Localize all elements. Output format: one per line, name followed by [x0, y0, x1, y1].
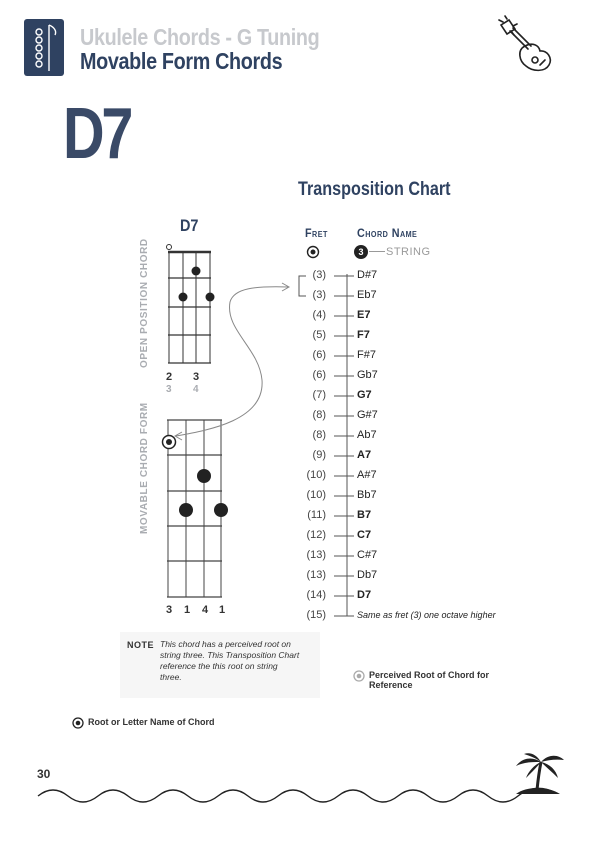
chord-name-value: D#7 [357, 269, 378, 281]
chord-name-header: Chord Name [357, 226, 418, 240]
open-finger-2: 3 [193, 371, 200, 383]
note-label: NOTE [127, 640, 155, 650]
movable-finger-4: 1 [219, 604, 226, 616]
movable-finger-3: 4 [202, 604, 209, 616]
open-string-1: 3 [166, 384, 172, 395]
fret-value: (9) [312, 449, 326, 461]
fret-header: Fret [305, 226, 328, 240]
chord-name-value: F#7 [357, 349, 376, 361]
open-finger-1: 2 [166, 371, 173, 383]
fret-value: (7) [312, 389, 326, 401]
chord-name-value: C7 [357, 529, 372, 541]
movable-finger-1: 3 [166, 604, 173, 616]
root-letter-icon [72, 716, 84, 734]
chord-name-value: B7 [357, 509, 372, 521]
fret-value: (6) [312, 349, 326, 361]
chord-name-value: Same as fret (3) one octave higher [357, 610, 496, 620]
chord-name-value: C#7 [357, 549, 378, 561]
note-text: This chord has a perceived root on string three. This Transposition Chart reference the this root on string three. [160, 639, 300, 682]
chord-name-value: Gb7 [357, 369, 378, 381]
open-position-label: OPEN POSITION CHORD [139, 238, 150, 368]
chord-name-value: A#7 [357, 469, 377, 481]
fret-value: (8) [312, 429, 326, 441]
chord-name-value: D7 [357, 589, 372, 601]
fret-value: (14) [306, 589, 326, 601]
chord-name-value: E7 [357, 309, 371, 321]
fret-value: (3) [312, 269, 326, 281]
movable-form-label: MOVABLE CHORD FORM [139, 402, 150, 534]
chord-name-value: Eb7 [357, 289, 377, 301]
fret-value: (15) [306, 609, 326, 621]
fret-value: (13) [306, 569, 326, 581]
fret-value: (4) [312, 309, 326, 321]
open-string-2: 4 [193, 384, 199, 395]
fret-value: (8) [312, 409, 326, 421]
root-letter-legend: Root or Letter Name of Chord [88, 717, 215, 727]
chord-name-value: F7 [357, 329, 370, 341]
wave-decoration [0, 755, 595, 820]
page-number: 30 [37, 767, 51, 781]
string-number-badge: 3 [354, 245, 368, 259]
chord-title: D7 [63, 94, 131, 174]
movable-finger-2: 1 [184, 604, 191, 616]
chord-name-value: A7 [357, 449, 372, 461]
diagram-chord-name: D7 [180, 216, 199, 235]
perceived-root-legend: Perceived Root of Chord for Reference [369, 670, 490, 690]
chord-name-value: Db7 [357, 569, 378, 581]
fret-value: (13) [306, 549, 326, 561]
string-label: STRING [386, 246, 431, 258]
fret-value: (3) [312, 289, 326, 301]
chord-name-value: G#7 [357, 409, 378, 421]
header-title-line1: Ukulele Chords - G Tuning [80, 24, 320, 50]
chord-name-value: Ab7 [357, 429, 377, 441]
fret-value: (10) [306, 489, 326, 501]
palm-tree-icon [508, 750, 566, 803]
perceived-root-icon [353, 669, 365, 687]
fret-value: (5) [312, 329, 326, 341]
fret-value: (11) [307, 509, 326, 521]
fret-value: (10) [306, 469, 326, 481]
fret-value: (12) [306, 529, 326, 541]
transposition-chart-title: Transposition Chart [298, 179, 451, 200]
header-title-line2: Movable Form Chords [80, 48, 283, 74]
chord-name-value: Bb7 [357, 489, 377, 501]
fret-value: (6) [312, 369, 326, 381]
chord-name-value: G7 [357, 389, 372, 401]
